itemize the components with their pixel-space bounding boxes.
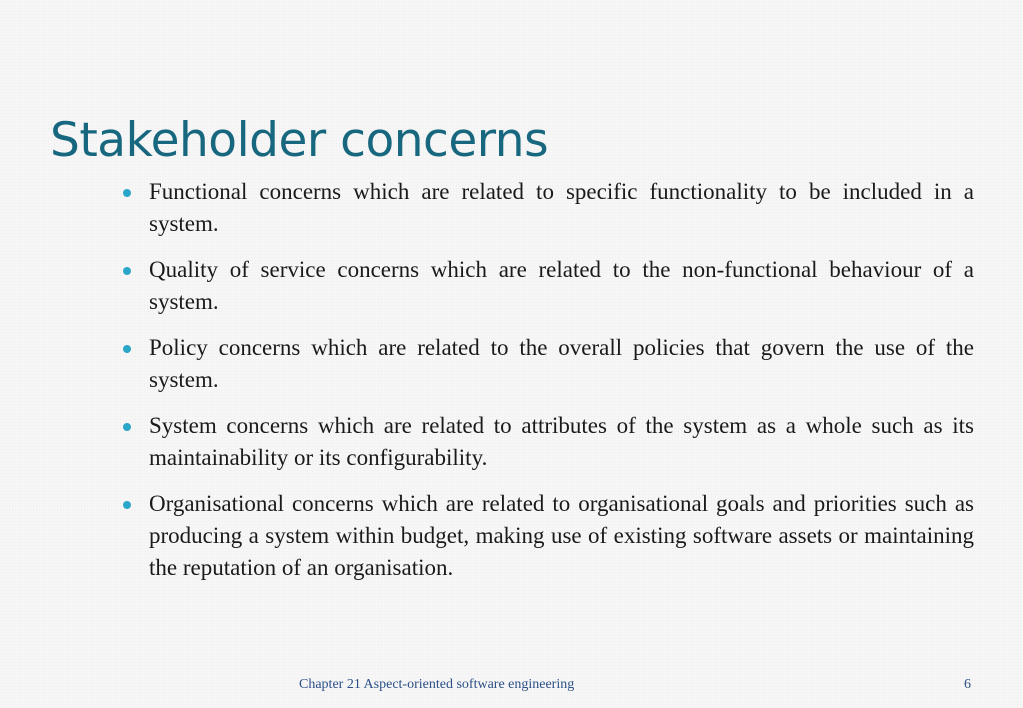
slide-footer: Chapter 21 Aspect-oriented software engineering [299, 677, 575, 692]
bullet-item-quality-of-service [149, 254, 974, 318]
page-number: 6 [964, 677, 971, 692]
bullet-text: System concerns which are related to attributes of the system as a whole such as its maintainability or its configurability. [149, 413, 974, 470]
bullet-dot-icon [123, 189, 131, 197]
bullet-text: Policy concerns which are related to the overall policies that govern the use of the system. [149, 335, 974, 392]
bullet-list [149, 176, 974, 598]
bullet-item-functional [149, 176, 974, 240]
bullet-dot-icon [123, 345, 131, 353]
bullet-dot-icon [123, 423, 131, 431]
bullet-text: Quality of service concerns which are related to the non-functional behaviour of a system. [149, 257, 974, 314]
bullet-text: Functional concerns which are related to specific functionality to be included in a system. [149, 179, 974, 236]
bullet-item-policy [149, 332, 974, 396]
slide-title: Stakeholder concerns [50, 113, 549, 168]
bullet-dot-icon [123, 501, 131, 509]
bullet-item-system [149, 410, 974, 474]
bullet-text: Organisational concerns which are related to organisational goals and priorities such as producing a system within budget, making use of existing software assets or maintaining the reputation of an organisation. [149, 491, 974, 580]
bullet-item-organisational [149, 488, 974, 584]
bullet-dot-icon [123, 267, 131, 275]
